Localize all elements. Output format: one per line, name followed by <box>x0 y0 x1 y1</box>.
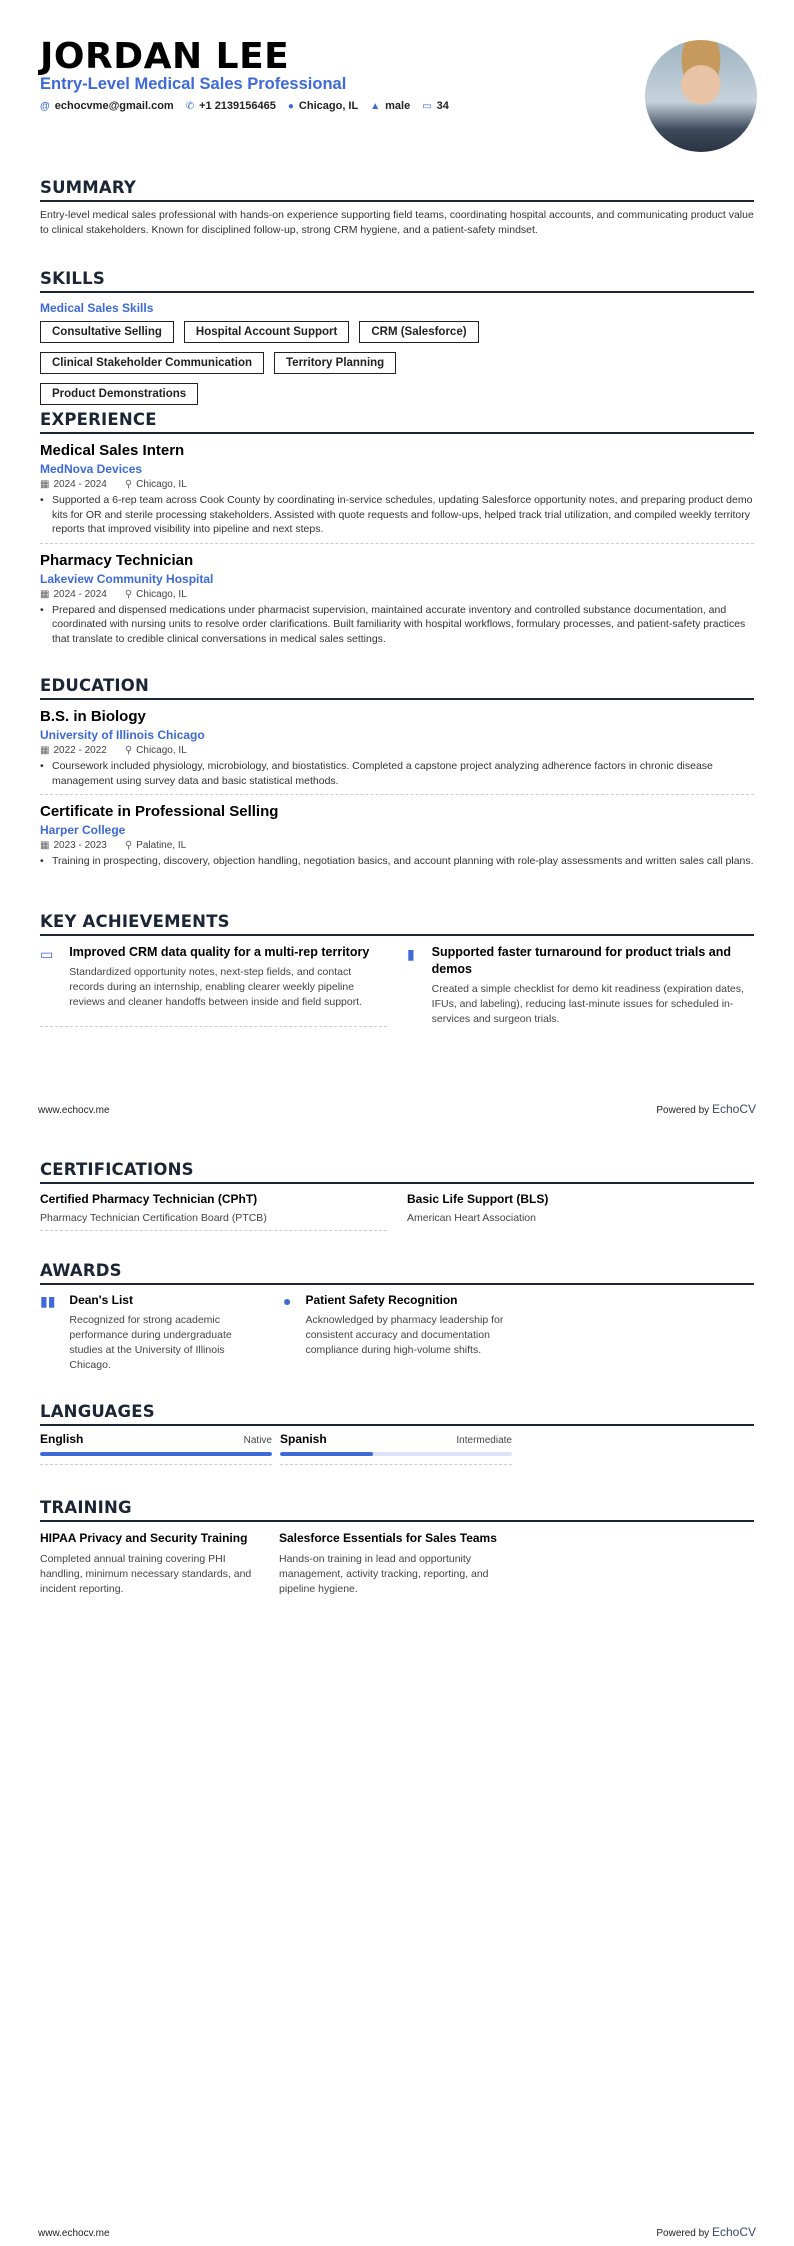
job-title: Medical Sales Intern <box>40 442 185 459</box>
awards-section <box>40 1261 754 1373</box>
education-meta <box>40 745 754 756</box>
achievement-title: Improved CRM data quality for a multi-rep territory <box>69 945 370 959</box>
calendar-icon: ▦ <box>40 840 50 851</box>
person-icon: ▲ <box>370 101 381 112</box>
section-heading: EXPERIENCE <box>40 410 754 434</box>
certification-item <box>407 1192 754 1231</box>
certification-item <box>40 1192 387 1231</box>
book-icon: ▮▮ <box>40 1293 56 1309</box>
training-item <box>40 1530 265 1597</box>
company-name: Lakeview Community Hospital <box>40 571 214 586</box>
job-dates: 2024 - 2024 <box>53 479 107 490</box>
education-dates: 2022 - 2022 <box>53 745 107 756</box>
achievements-section <box>40 912 754 1027</box>
footer-site-link[interactable]: www.echocv.me <box>38 2228 110 2239</box>
location-text: Chicago, IL <box>298 100 359 112</box>
language-proficiency-bar <box>280 1452 512 1456</box>
at-icon: @ <box>40 101 50 112</box>
language-level: Intermediate <box>456 1435 512 1446</box>
award-item <box>283 1293 508 1373</box>
location-pin-icon: ⚲ <box>124 840 133 851</box>
degree-title: B.S. in Biology <box>40 708 146 725</box>
powered-by-text: Powered by <box>656 1105 710 1116</box>
school-name: Harper College <box>40 823 126 837</box>
section-heading: AWARDS <box>40 1261 754 1285</box>
skills-section <box>40 269 754 405</box>
calendar-icon: ▭ <box>40 946 54 962</box>
experience-item <box>40 442 754 544</box>
brand-logo: EchoCV <box>711 1102 756 1116</box>
calendar-icon: ▦ <box>40 588 50 600</box>
job-bullet: • Supported a 6-rep team across Cook County by coordinating in-service schedules, updating Salesforce opportunity notes, and preparing product demo kits for OR and sterile processing stakeholders. Assisted with quote requests and follow-ups, helped track trial utilization, and compiled weekly territory reports that improved visibility into pipeline and next steps. <box>40 493 754 537</box>
section-heading: TRAINING <box>40 1498 754 1522</box>
job-meta <box>40 479 754 490</box>
education-bullet: • Coursework included physiology, microbiology, and biostatistics. Completed a capstone project analyzing adherence factors in chronic disease management using survey data and basic statistical methods. <box>40 759 754 788</box>
location-pin-icon: ⚲ <box>124 745 133 756</box>
language-proficiency-bar <box>40 1452 272 1456</box>
section-heading: SKILLS <box>40 269 754 293</box>
award-item <box>40 1293 265 1373</box>
email-text: echocvme@gmail.com <box>54 100 174 112</box>
section-heading: LANGUAGES <box>40 1402 754 1426</box>
skill-chip: Clinical Stakeholder Communication <box>40 352 264 374</box>
school-name: University of Illinois Chicago <box>40 728 205 742</box>
award-desc: Acknowledged by pharmacy leadership for consistent accuracy and documentation compliance during high-volume shifts. <box>305 1314 504 1356</box>
location-pin-icon: ⚲ <box>124 588 133 600</box>
section-heading: CERTIFICATIONS <box>40 1160 754 1184</box>
training-section <box>40 1498 754 1597</box>
skill-list <box>40 321 560 405</box>
age-text: 34 <box>436 100 449 112</box>
language-proficiency-fill <box>280 1452 373 1456</box>
languages-section <box>40 1402 754 1465</box>
training-item <box>279 1530 504 1597</box>
job-location: Chicago, IL <box>136 588 187 600</box>
skill-chip: CRM (Salesforce) <box>359 321 478 343</box>
job-dates: 2024 - 2024 <box>53 588 107 600</box>
language-name: Spanish <box>280 1432 327 1446</box>
cert-title: Basic Life Support (BLS) <box>407 1192 549 1206</box>
location-pin-icon: ● <box>287 101 294 112</box>
training-desc: Completed annual training covering PHI handling, minimum necessary standards, and incident reporting. <box>40 1553 252 1595</box>
profile-photo <box>645 40 757 152</box>
education-item <box>40 708 754 795</box>
education-location: Palatine, IL <box>136 840 187 851</box>
phone-text: +1 2139156465 <box>199 100 276 112</box>
education-item <box>40 803 754 875</box>
contact-gender <box>370 100 410 112</box>
candidate-title: Entry-Level Medical Sales Professional <box>40 75 347 93</box>
job-bullet: • Prepared and dispensed medications under pharmacist supervision, maintained accurate inventory and controlled substance documentation, and coordinated with nursing units to resolve order clarifications. Built familiarity with hospital workflows, formulary processes, and patient-safety practices that translate to credible clinical conversations in medical sales settings. <box>40 603 754 647</box>
education-meta <box>40 840 754 851</box>
contact-phone[interactable] <box>186 100 276 112</box>
calendar-icon: ▦ <box>40 745 50 756</box>
footer-powered-by <box>656 1102 756 1116</box>
award-title: Dean's List <box>69 1293 133 1307</box>
section-heading: KEY ACHIEVEMENTS <box>40 912 754 936</box>
language-proficiency-fill <box>40 1452 272 1456</box>
experience-item <box>40 552 754 653</box>
language-item <box>40 1432 272 1465</box>
speech-bubble-icon: ● <box>283 1293 292 1309</box>
powered-by-text: Powered by <box>656 2228 710 2239</box>
award-desc: Recognized for strong academic performance during undergraduate studies at the University of Illinois Chicago. <box>69 1314 232 1371</box>
cert-issuer: American Heart Association <box>407 1212 536 1224</box>
skill-chip: Territory Planning <box>274 352 396 374</box>
skill-chip: Product Demonstrations <box>40 383 198 405</box>
education-dates: 2023 - 2023 <box>53 840 107 851</box>
footer-powered-by <box>656 2225 756 2239</box>
language-level: Native <box>243 1435 272 1446</box>
company-name: MedNova Devices <box>40 462 143 476</box>
cert-title: Certified Pharmacy Technician (CPhT) <box>40 1192 258 1206</box>
candidate-name: JORDAN LEE <box>40 36 290 77</box>
training-desc: Hands-on training in lead and opportunity management, activity tracking, reporting, and pipeline hygiene. <box>279 1553 489 1595</box>
summary-text: Entry-level medical sales professional with hands-on experience supporting field teams, coordinating hospital accounts, and communicating product value to clinical stakeholders. Known for disciplined follow-up, strong CRM hygiene, and a patient-safety mindset. <box>40 209 754 236</box>
job-location: Chicago, IL <box>136 479 187 490</box>
award-title: Patient Safety Recognition <box>305 1293 458 1307</box>
training-title: HIPAA Privacy and Security Training <box>40 1531 248 1545</box>
document-icon: ▮ <box>407 946 415 962</box>
location-pin-icon: ⚲ <box>124 479 133 490</box>
achievement-item <box>407 944 754 1027</box>
contact-email[interactable] <box>40 100 174 112</box>
gender-text: male <box>385 100 411 112</box>
job-meta <box>40 589 754 600</box>
skill-chip: Hospital Account Support <box>184 321 349 343</box>
calendar-icon: ▭ <box>422 101 432 112</box>
skill-group-title: Medical Sales Skills <box>40 301 154 315</box>
summary-section <box>40 178 754 237</box>
contact-location <box>288 100 358 112</box>
contact-age <box>422 100 449 112</box>
achievement-title: Supported faster turnaround for product trials and demos <box>431 945 731 976</box>
training-title: Salesforce Essentials for Sales Teams <box>279 1531 497 1545</box>
degree-title: Certificate in Professional Selling <box>40 803 279 820</box>
education-bullet: • Training in prospecting, discovery, objection handling, negotiation basics, and account planning with role-play assessments and written sales call plans. <box>40 854 754 869</box>
achievement-item <box>40 944 387 1027</box>
education-section <box>40 676 754 875</box>
phone-icon: ✆ <box>185 101 195 112</box>
language-name: English <box>40 1432 84 1446</box>
education-location: Chicago, IL <box>136 745 187 756</box>
certifications-section <box>40 1160 754 1231</box>
calendar-icon: ▦ <box>40 479 50 490</box>
section-heading: EDUCATION <box>40 676 754 700</box>
language-item <box>280 1432 512 1465</box>
cert-issuer: Pharmacy Technician Certification Board (PTCB) <box>40 1212 267 1224</box>
contact-info <box>40 100 449 112</box>
footer-site-link[interactable]: www.echocv.me <box>38 1105 110 1116</box>
brand-logo: EchoCV <box>711 2225 756 2239</box>
job-title: Pharmacy Technician <box>40 551 194 569</box>
achievement-desc: Created a simple checklist for demo kit readiness (expiration dates, IFUs, and labeling), reducing last-minute issues for scheduled in-services and surgeon trials. <box>431 983 744 1025</box>
section-heading: SUMMARY <box>40 178 754 202</box>
experience-section <box>40 410 754 652</box>
achievement-desc: Standardized opportunity notes, next-step fields, and contact records during an internship, enabling clearer weekly pipeline reviews and cleaner handoffs between inside and field support. <box>69 966 363 1008</box>
skill-chip: Consultative Selling <box>40 321 174 343</box>
